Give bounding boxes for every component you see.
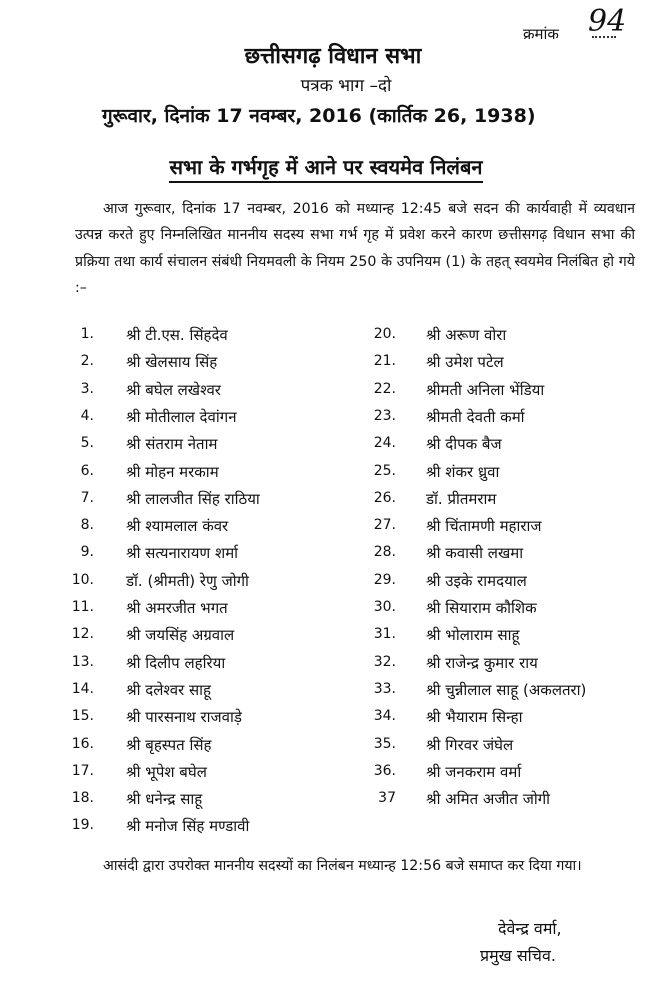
subject-text: सभा के गर्भगृह में आने पर स्वयमेव निलंबन bbox=[169, 155, 482, 183]
member-name: श्री मोतीलाल देवांगन bbox=[126, 407, 237, 426]
member-name: श्री उइके रामदयाल bbox=[426, 571, 527, 590]
member-name: श्री अरूण वोरा bbox=[426, 326, 507, 344]
member-name: श्री अमित अजीत जोगी bbox=[426, 790, 551, 809]
member-name: श्री पारसनाथ राजवाड़े bbox=[126, 708, 242, 727]
member-number: 15. bbox=[71, 708, 94, 725]
member-name: डॉ. (श्रीमती) रेणु जोगी bbox=[126, 571, 249, 590]
member-name: श्रीमती अनिला भेंडिया bbox=[426, 380, 545, 399]
member-number: 4. bbox=[80, 407, 94, 424]
member-name: श्री श्यामलाल कंवर bbox=[126, 517, 229, 536]
member-name: श्री दिलीप लहरिया bbox=[126, 653, 226, 672]
member-name: श्रीमती देवती कर्मा bbox=[426, 407, 525, 426]
member-name: श्री जयसिंह अग्रवाल bbox=[126, 626, 235, 645]
member-name: श्री बघेल लखेश्वर bbox=[126, 380, 221, 399]
member-name: श्री दलेश्वर साहू bbox=[126, 680, 212, 699]
member-number: 32. bbox=[373, 653, 396, 670]
member-number: 20. bbox=[373, 326, 396, 342]
document-date: गुरूवार, दिनांक 17 नवम्बर, 2016 (कार्तिक 26, 1938) bbox=[102, 105, 536, 127]
member-name: श्री सियाराम कौशिक bbox=[426, 599, 537, 617]
member-name: श्री अमरजीत भगत bbox=[126, 599, 228, 617]
member-name: डॉ. प्रीतमराम bbox=[426, 489, 497, 508]
member-number: 11. bbox=[71, 599, 94, 615]
member-name: श्री लालजीत सिंह राठिया bbox=[126, 489, 260, 508]
member-number: 21. bbox=[373, 353, 396, 370]
member-name: श्री टी.एस. सिंहदेव bbox=[126, 326, 228, 344]
member-name: श्री संतराम नेताम bbox=[126, 435, 218, 454]
member-name: श्री मोहन मरकाम bbox=[126, 462, 219, 481]
member-name: श्री भूपेश बघेल bbox=[126, 762, 207, 781]
member-number: 34. bbox=[373, 708, 396, 725]
serial-label: क्रमांक bbox=[523, 25, 559, 43]
member-name: श्री चिंतामणी महाराज bbox=[426, 517, 542, 536]
subject-heading bbox=[0, 153, 652, 180]
member-number: 27. bbox=[373, 517, 396, 534]
member-number: 29. bbox=[373, 571, 396, 588]
member-number: 35. bbox=[373, 735, 396, 752]
member-name: श्री जनकराम वर्मा bbox=[426, 762, 522, 781]
member-number: 22. bbox=[373, 380, 396, 397]
member-number: 5. bbox=[80, 435, 94, 452]
member-number: 12. bbox=[71, 626, 94, 643]
member-name: श्री भोलाराम साहू bbox=[426, 626, 520, 645]
member-number: 2. bbox=[80, 353, 94, 370]
member-name: श्री उमेश पटेल bbox=[426, 353, 504, 372]
member-number: 28. bbox=[373, 544, 396, 561]
member-number: 6. bbox=[80, 462, 94, 479]
member-number: 3. bbox=[80, 380, 94, 397]
member-number: 30. bbox=[373, 599, 396, 615]
member-number: 23. bbox=[373, 407, 396, 424]
member-name: श्री मनोज सिंह मण्डावी bbox=[126, 817, 250, 836]
member-name: श्री कवासी लखमा bbox=[426, 544, 524, 563]
signatory-designation: प्रमुख सचिव. bbox=[480, 946, 556, 965]
signatory-name: देवेन्द्र वर्मा, bbox=[498, 919, 562, 938]
member-number: 36. bbox=[373, 762, 396, 779]
member-name: श्री राजेन्द्र कुमार राय bbox=[426, 653, 538, 672]
serial-dotted-line bbox=[592, 36, 616, 38]
member-name: श्री सत्यनारायण शर्मा bbox=[126, 544, 239, 563]
member-number: 19. bbox=[71, 817, 94, 834]
closing-paragraph: आसंदी द्वारा उपरोक्त माननीय सदस्यों का निलंबन मध्यान्ह 12:56 बजे समाप्त कर दिया गया। bbox=[103, 858, 582, 874]
member-number: 31. bbox=[373, 626, 396, 643]
member-number: 37 bbox=[378, 790, 396, 807]
intro-paragraph-text: आज गुरूवार, दिनांक 17 नवम्बर, 2016 को मध्यान्ह 12:45 बजे सदन की कार्यवाही में व्यवधान उत्पन्न करते हुए निम्नलिखित माननीय सदस्य सभा गर्भ गृह में प्रवेश करने कारण छत्तीसगढ़ विधान सभा की प्रक्रिया तथा कार्य संचालन संबंधी नियमवली के नियम 250 के उपनियम (1) के तहत् स्वयमेव निलंबित हो गये :– bbox=[75, 201, 635, 296]
member-name: श्री शंकर ध्रुवा bbox=[426, 462, 500, 481]
member-number: 10. bbox=[71, 571, 94, 588]
member-name: श्री धनेन्द्र साहू bbox=[126, 790, 203, 809]
member-number: 17. bbox=[71, 762, 94, 779]
member-number: 7. bbox=[80, 489, 94, 506]
member-number: 18. bbox=[71, 790, 94, 807]
member-name: श्री दीपक बैज bbox=[426, 435, 502, 454]
member-name: श्री भैयाराम सिन्हा bbox=[426, 708, 523, 727]
intro-paragraph bbox=[75, 196, 635, 301]
member-name: श्री चुन्नीलाल साहू (अकलतरा) bbox=[426, 680, 587, 699]
member-number: 24. bbox=[373, 435, 396, 452]
member-number: 8. bbox=[80, 517, 94, 534]
member-number: 26. bbox=[373, 489, 396, 506]
member-number: 14. bbox=[71, 680, 94, 697]
member-name: श्री खेलसाय सिंह bbox=[126, 353, 218, 372]
document-title: छत्तीसगढ़ विधान सभा bbox=[244, 44, 422, 69]
member-number: 25. bbox=[373, 462, 396, 479]
member-number: 16. bbox=[71, 735, 94, 752]
member-number: 1. bbox=[80, 326, 94, 342]
serial-number-handwritten: 94 bbox=[588, 4, 627, 39]
member-number: 33. bbox=[373, 680, 396, 697]
member-name: श्री बृहस्पत सिंह bbox=[126, 735, 212, 754]
member-name: श्री गिरवर जंघेल bbox=[426, 735, 514, 754]
member-number: 9. bbox=[80, 544, 94, 561]
document-subtitle: पत्रक भाग –दो bbox=[300, 76, 392, 96]
member-number: 13. bbox=[71, 653, 94, 670]
